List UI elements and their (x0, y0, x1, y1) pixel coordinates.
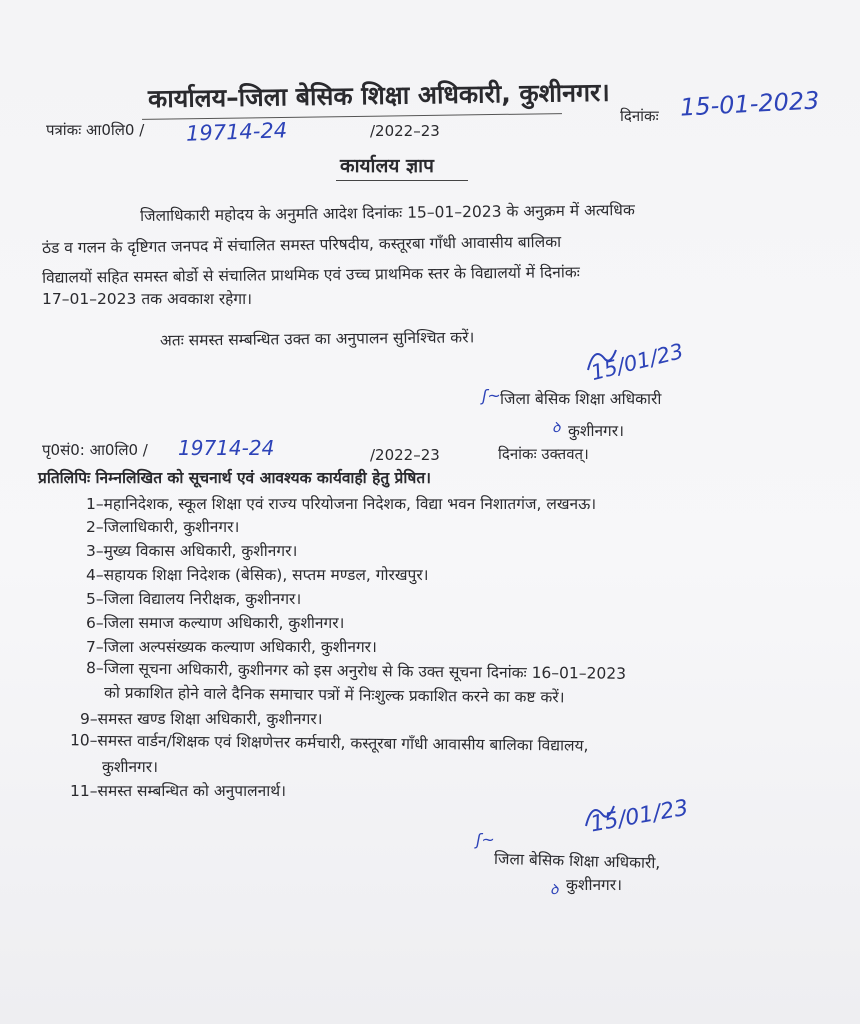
list-item: 1–महानिदेशक, स्कूल शिक्षा एवं राज्य परियोजना निदेशक, विद्या भवन निशातगंज, लखनऊ। (86, 495, 597, 513)
compliance-line: अतः समस्त सम्बन्धित उक्त का अनुपालन सुनिश्चित करें। (159, 328, 475, 350)
list-item: 2–जिलाधिकारी, कुशीनगर। (86, 518, 240, 536)
list-item: 5–जिला विद्यालय निरीक्षक, कुशीनगर। (86, 590, 302, 608)
scribble-icon: ꝺ (552, 420, 561, 436)
list-item: 9–समस्त खण्ड शिक्षा अधिकारी, कुशीनगर। (80, 710, 323, 728)
list-item: 7–जिला अल्पसंख्यक कल्याण अधिकारी, कुशीनगर। (86, 638, 377, 656)
signature-scribble-icon (580, 796, 620, 836)
list-item: को प्रकाशित होने वाले दैनिक समाचार पत्रों में निःशुल्क प्रकाशित करने का कष्ट करें। (103, 683, 565, 707)
letter-no-label: पत्रांकः आ0लि0 / (46, 121, 145, 139)
signature-initial-date-2: 15/01/23 (588, 795, 691, 838)
list-item: 3–मुख्य विकास अधिकारी, कुशीनगर। (86, 542, 298, 560)
list-item: 8–जिला सूचना अधिकारी, कुशीनगर को इस अनुरोध से कि उक्त सूचना दिनांकः 16–01–2023 (85, 659, 627, 683)
list-item: कुशीनगर। (102, 758, 159, 776)
signature-2-place: कुशीनगर। (566, 876, 623, 894)
sd-mark-icon: ʃ~ (476, 830, 495, 849)
endorsement-session: /2022–23 (370, 446, 440, 464)
signature-2-designation: जिला बेसिक शिक्षा अधिकारी, (493, 849, 661, 873)
body-line-3: विद्यालयों सहित समस्त बोर्डो से संचालित प्राथमिक एवं उच्च प्राथमिक स्तर के विद्यालयों में दिनांकः (41, 263, 580, 287)
endorsement-ref-handwritten: 19714-24 (178, 436, 275, 460)
memo-title: कार्यालय ज्ञाप (340, 155, 434, 177)
list-item: 11–समस्त सम्बन्धित को अनुपालनार्थ। (70, 782, 286, 800)
signature-1-designation: जिला बेसिक शिक्षा अधिकारी (500, 390, 662, 408)
list-item: 6–जिला समाज कल्याण अधिकारी, कुशीनगर। (86, 614, 345, 632)
date-label: दिनांकः (620, 107, 659, 125)
sd-mark-icon: ʃ~ (482, 386, 501, 405)
copy-heading: प्रतिलिपिः निम्नलिखित को सूचनार्थ एवं आवश्यक कार्यवाही हेतु प्रेषित। (38, 469, 432, 487)
body-line-2: ठंड व गलन के दृष्टिगत जनपद में संचालित समस्त परिषदीय, कस्तूरबा गाँधी आवासीय बालिका (41, 232, 562, 258)
signature-scribble-icon (582, 340, 622, 380)
body-line-1: जिलाधिकारी महोदय के अनुमति आदेश दिनांकः 15–01–2023 के अनुक्रम में अत्यधिक (139, 200, 635, 226)
endorsement-ref-label: पृ0सं0: आ0लि0 / (42, 441, 148, 459)
list-item: 4–सहायक शिक्षा निदेशक (बेसिक), सप्तम मण्डल, गोरखपुर। (86, 566, 429, 584)
date-handwritten: 15-01-2023 (679, 86, 821, 122)
endorsement-date: दिनांकः उक्तवत्। (498, 445, 589, 463)
signature-initial-date-1: 15/01/23 (588, 338, 686, 386)
office-title: कार्यालय–जिला बेसिक शिक्षा अधिकारी, कुशीनगर। (147, 77, 610, 114)
session-label: /2022–23 (370, 122, 440, 140)
letter-no-handwritten: 19714-24 (185, 118, 288, 146)
memo-title-underline (336, 180, 468, 181)
list-item: 10–समस्त वार्डन/शिक्षक एवं शिक्षणेत्तर कर्मचारी, कस्तूरबा गाँधी आवासीय बालिका विद्यालय, (69, 731, 589, 755)
scribble-icon: ꝺ (550, 882, 559, 898)
signature-1-place: कुशीनगर। (568, 422, 625, 440)
body-line-4: 17–01–2023 तक अवकाश रहेगा। (42, 290, 253, 308)
